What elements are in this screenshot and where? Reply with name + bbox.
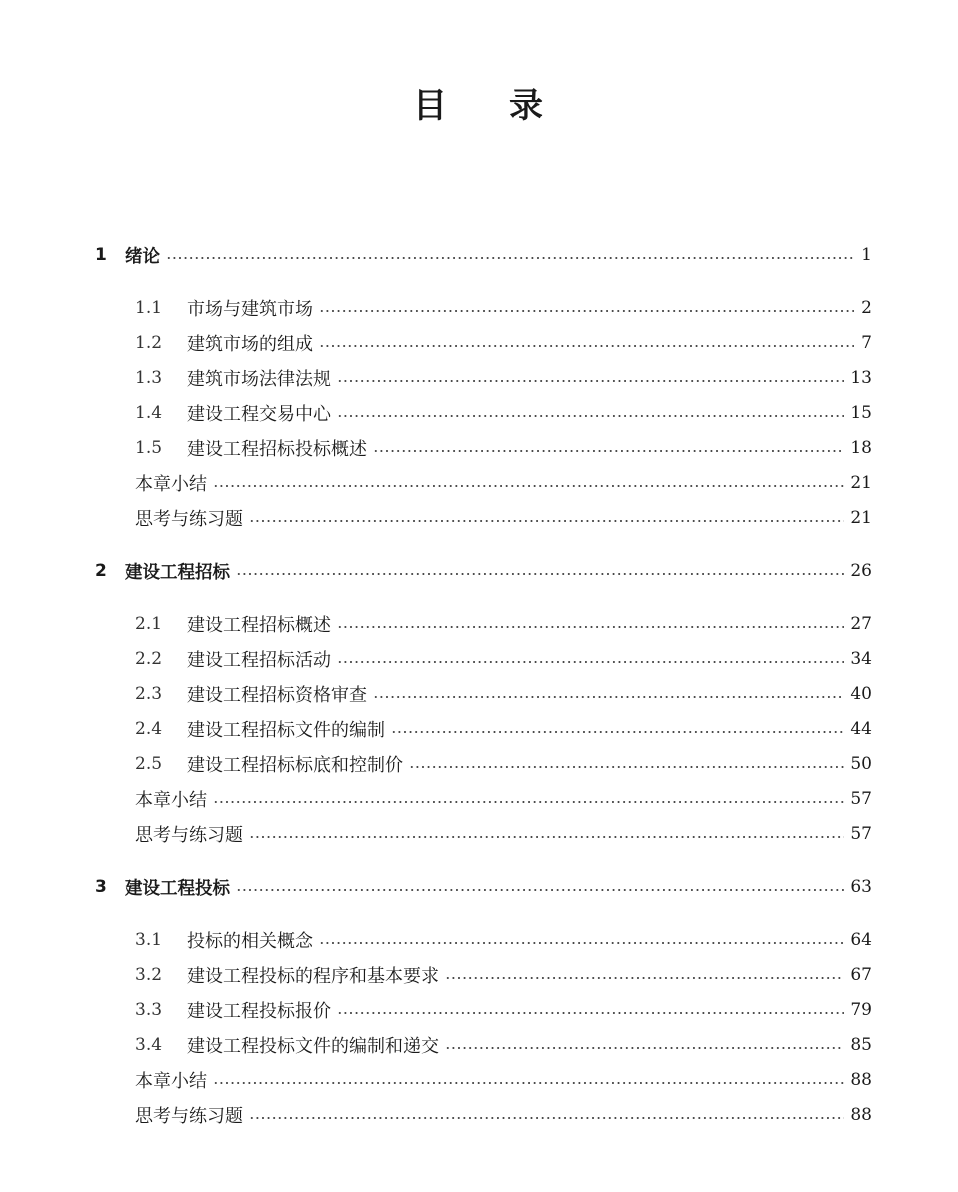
page-number: 88 [850,1105,872,1125]
section-number: 2.2 [135,649,163,669]
toc-entry[interactable] [135,609,872,639]
dot-leader [319,344,854,348]
page-number: 13 [850,368,872,388]
toc-entry-summary[interactable] [135,1065,872,1095]
toc-entry[interactable] [135,644,872,674]
section-title: 建设工程投标文件的编制和递交 [187,1036,439,1057]
dot-leader [445,1046,844,1050]
toc-entry[interactable] [135,328,872,358]
section-number: 3.2 [135,965,163,985]
page-number: 40 [850,684,872,704]
section-title: 建设工程招标标底和控制价 [187,755,403,776]
toc-chapter-2[interactable] [95,556,872,586]
chapter-title: 建设工程招标 [125,562,230,583]
dot-leader [409,765,844,769]
dot-leader [249,1116,844,1120]
section-number: 1.3 [135,368,163,388]
page-number: 15 [850,403,872,423]
section-title: 建设工程招标概述 [187,615,331,636]
chapter-title: 绪论 [125,246,160,267]
page-number: 7 [861,333,872,353]
page-number: 50 [850,754,872,774]
toc-entry-exercises[interactable] [135,1100,872,1130]
section-number: 2.4 [135,719,163,739]
section-title: 建设工程投标的程序和基本要求 [187,966,439,987]
title-char-2: 录 [509,86,545,126]
section-title: 建筑市场的组成 [187,334,313,355]
section-number: 1.1 [135,298,163,318]
toc-entry[interactable] [135,293,872,323]
toc-chapter-3[interactable] [95,872,872,902]
dot-leader [337,1011,844,1015]
page-number: 64 [850,930,872,950]
section-title: 建筑市场法律法规 [187,369,331,390]
page-number: 2 [861,298,872,318]
section-title: 建设工程投标报价 [187,1001,331,1022]
dot-leader [213,484,844,488]
page-number: 63 [850,877,872,897]
chapter-title: 建设工程投标 [125,878,230,899]
dot-leader [249,519,844,523]
toc-entry[interactable] [135,749,872,779]
section-title: 建设工程招标投标概述 [187,439,367,460]
page-number: 57 [850,824,872,844]
section-number: 1.2 [135,333,163,353]
toc-chapter-1[interactable] [95,240,872,270]
section-title: 建设工程招标资格审查 [187,685,367,706]
toc-entry[interactable] [135,433,872,463]
section-number: 3.3 [135,1000,163,1020]
toc-entry[interactable] [135,398,872,428]
section-title: 建设工程招标活动 [187,650,331,671]
toc-entry[interactable] [135,363,872,393]
dot-leader [337,414,844,418]
dot-leader [236,888,844,892]
toc-entry-exercises[interactable] [135,503,872,533]
toc-entry[interactable] [135,714,872,744]
dot-leader [337,660,844,664]
chapter-number: 1 [95,245,107,265]
section-title: 投标的相关概念 [187,931,313,952]
page-number: 27 [850,614,872,634]
chapter-number: 3 [95,877,107,897]
dot-leader [391,730,844,734]
dot-leader [337,379,844,383]
toc-entry-exercises[interactable] [135,819,872,849]
dot-leader [236,572,844,576]
section-number: 3.1 [135,930,163,950]
dot-leader [249,835,844,839]
page-number: 85 [850,1035,872,1055]
toc-entry[interactable] [135,995,872,1025]
toc-entry-summary[interactable] [135,468,872,498]
dot-leader [373,695,844,699]
section-title: 本章小结 [135,790,207,811]
section-title: 建设工程交易中心 [187,404,331,425]
section-number: 2.3 [135,684,163,704]
section-title: 思考与练习题 [135,1106,243,1127]
page-number: 18 [850,438,872,458]
title-char-1: 目 [413,86,449,126]
section-title: 本章小结 [135,1071,207,1092]
section-title: 建设工程招标文件的编制 [187,720,385,741]
page-number: 21 [850,473,872,493]
chapter-number: 2 [95,561,107,581]
section-number: 2.1 [135,614,163,634]
dot-leader [337,625,844,629]
page-number: 44 [850,719,872,739]
page-number: 57 [850,789,872,809]
section-number: 1.5 [135,438,163,458]
dot-leader [445,976,844,980]
page-number: 79 [850,1000,872,1020]
toc-entry[interactable] [135,925,872,955]
dot-leader [319,941,844,945]
dot-leader [213,1081,844,1085]
toc-entry[interactable] [135,679,872,709]
section-number: 2.5 [135,754,163,774]
page-number: 1 [861,245,872,265]
section-title: 本章小结 [135,474,207,495]
section-title: 思考与练习题 [135,825,243,846]
page-number: 21 [850,508,872,528]
section-title: 市场与建筑市场 [187,299,313,320]
page-number: 26 [850,561,872,581]
page-number: 67 [850,965,872,985]
section-title: 思考与练习题 [135,509,243,530]
section-number: 3.4 [135,1035,163,1055]
toc-entry-summary[interactable] [135,784,872,814]
page-number: 34 [850,649,872,669]
page-title [0,78,958,127]
page-number: 88 [850,1070,872,1090]
toc-entry[interactable] [135,1030,872,1060]
dot-leader [319,309,854,313]
toc-entry[interactable] [135,960,872,990]
section-number: 1.4 [135,403,163,423]
dot-leader [373,449,844,453]
dot-leader [166,256,854,260]
dot-leader [213,800,844,804]
